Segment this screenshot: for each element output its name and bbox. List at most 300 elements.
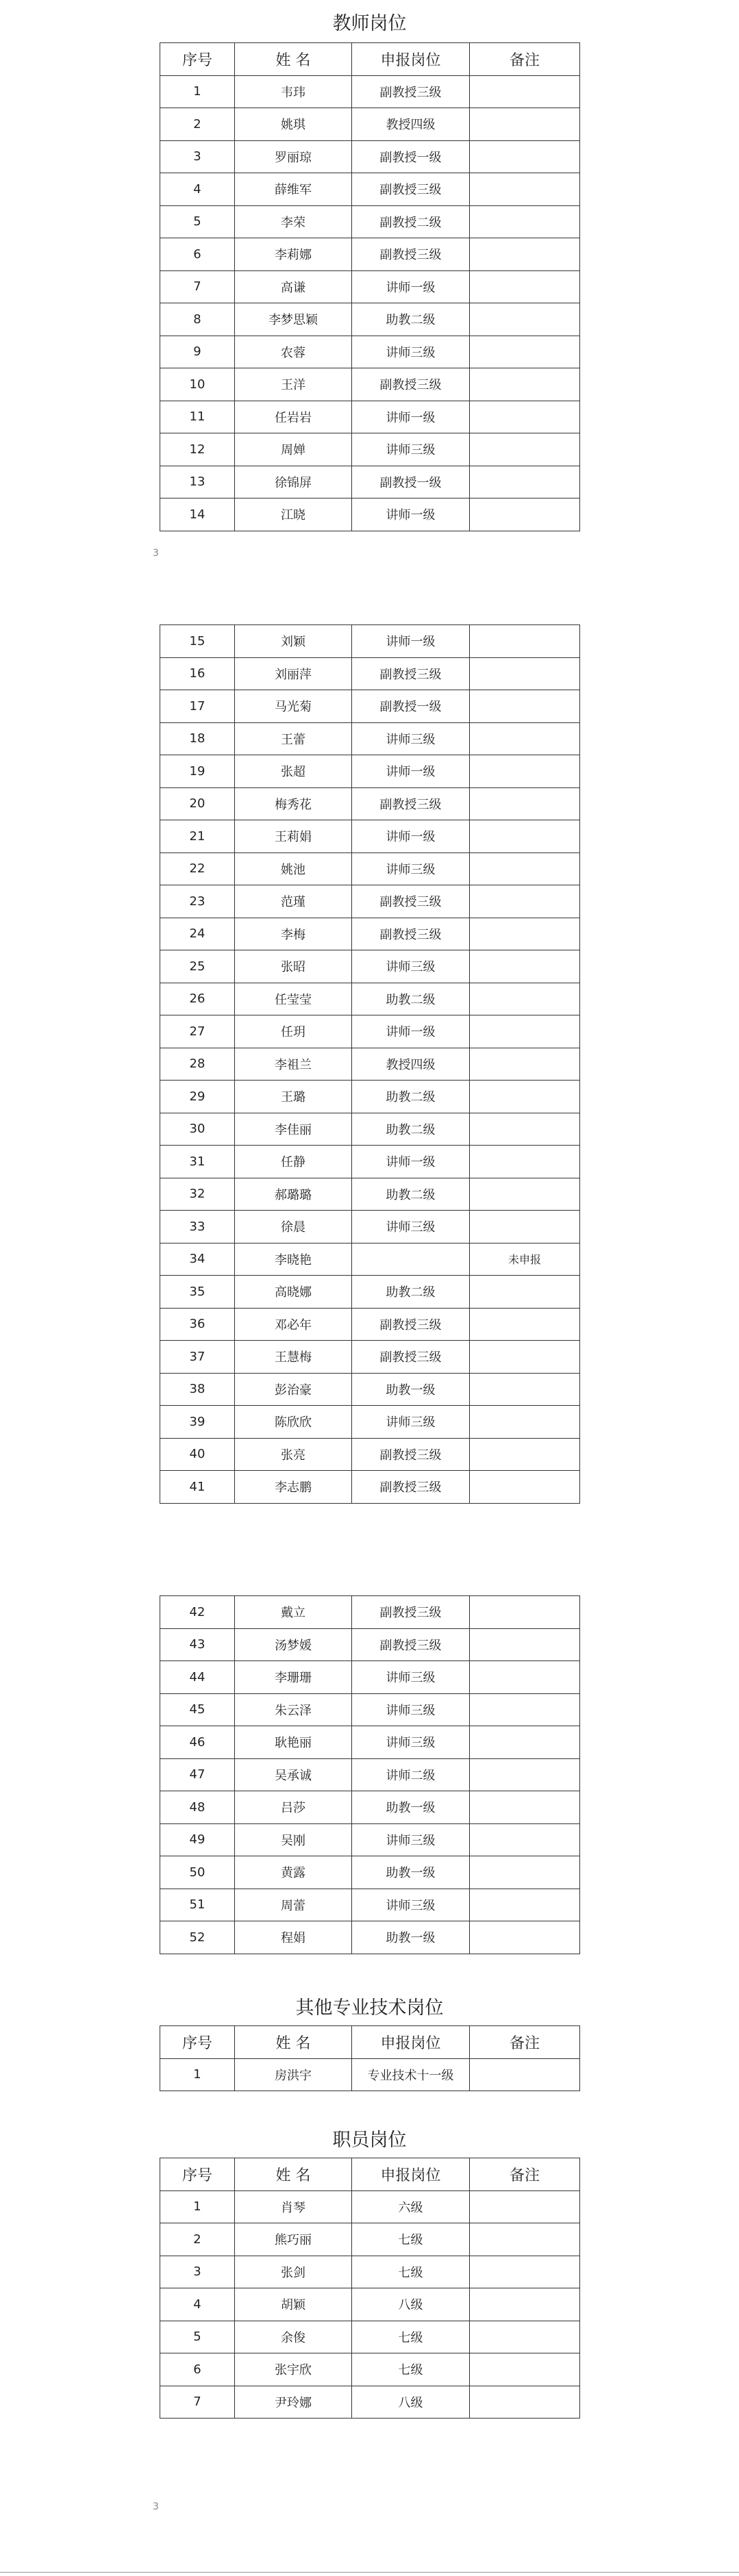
- cell-name: 房洪宇: [235, 2058, 352, 2091]
- table-row: [160, 1048, 580, 1081]
- table-row: [160, 657, 580, 690]
- cell-name: 肖琴: [235, 2190, 352, 2223]
- cell-note: [470, 787, 580, 820]
- cell-name: 李佳丽: [235, 1113, 352, 1146]
- cell-index: 7: [160, 270, 235, 303]
- cell-position: 副教授三级: [352, 1471, 470, 1504]
- cell-index: 6: [160, 238, 235, 271]
- cell-name: 姚琪: [235, 108, 352, 141]
- cell-note: [470, 1823, 580, 1856]
- table-row: [160, 1823, 580, 1856]
- cell-position: 讲师三级: [352, 1726, 470, 1759]
- cell-name: 李祖兰: [235, 1048, 352, 1081]
- header-position: 申报岗位: [352, 2158, 470, 2191]
- cell-index: 52: [160, 1921, 235, 1954]
- cell-note: [470, 1015, 580, 1048]
- cell-name: 周婵: [235, 433, 352, 466]
- cell-note: [470, 820, 580, 853]
- cell-position: 讲师三级: [352, 853, 470, 885]
- cell-index: 44: [160, 1661, 235, 1694]
- cell-position: 助教二级: [352, 1276, 470, 1309]
- table-row: [160, 1211, 580, 1243]
- cell-note: [470, 1211, 580, 1243]
- page-number: 3: [153, 2501, 159, 2512]
- table-row: [160, 885, 580, 918]
- cell-index: 5: [160, 2321, 235, 2353]
- table-row: [160, 1471, 580, 1504]
- cell-index: 41: [160, 1471, 235, 1504]
- cell-note: [470, 205, 580, 238]
- cell-note: [470, 2386, 580, 2419]
- table-row: [160, 820, 580, 853]
- table-row: [160, 498, 580, 531]
- cell-position: 副教授三级: [352, 1596, 470, 1629]
- header-name: 姓 名: [235, 2026, 352, 2059]
- cell-note: [470, 983, 580, 1015]
- cell-index: 50: [160, 1856, 235, 1889]
- cell-note: [470, 238, 580, 271]
- cell-name: 戴立: [235, 1596, 352, 1629]
- cell-name: 郝璐璐: [235, 1178, 352, 1211]
- cell-position: 八级: [352, 2288, 470, 2321]
- cell-index: 38: [160, 1373, 235, 1406]
- cell-position: 讲师一级: [352, 498, 470, 531]
- cell-index: 29: [160, 1081, 235, 1113]
- table-row: [160, 1596, 580, 1629]
- table-header-row: [160, 2158, 580, 2191]
- cell-index: 12: [160, 433, 235, 466]
- cell-name: 王莉娟: [235, 820, 352, 853]
- staff-section-title: 职员岗位: [332, 2130, 407, 2151]
- cell-index: 23: [160, 885, 235, 918]
- table-row: [160, 1726, 580, 1759]
- cell-note: [470, 303, 580, 336]
- cell-position: 讲师三级: [352, 950, 470, 983]
- header-name: 姓 名: [235, 43, 352, 76]
- cell-note: [470, 1693, 580, 1726]
- cell-note: [470, 1726, 580, 1759]
- cell-name: 耿艳丽: [235, 1726, 352, 1759]
- cell-index: 24: [160, 918, 235, 950]
- table-row: [160, 1791, 580, 1824]
- cell-name: 张超: [235, 755, 352, 788]
- cell-note: [470, 2353, 580, 2386]
- table-row: [160, 1889, 580, 1921]
- cell-note: [470, 498, 580, 531]
- cell-name: 刘丽萍: [235, 657, 352, 690]
- cell-position: 副教授三级: [352, 1628, 470, 1661]
- cell-index: 33: [160, 1211, 235, 1243]
- cell-note: [470, 1471, 580, 1504]
- cell-note: [470, 625, 580, 658]
- table-row: [160, 1921, 580, 1954]
- cell-name: 黄露: [235, 1856, 352, 1889]
- cell-position: 七级: [352, 2321, 470, 2353]
- cell-position: 助教二级: [352, 983, 470, 1015]
- cell-note: [470, 1113, 580, 1146]
- cell-index: 51: [160, 1889, 235, 1921]
- table-row: [160, 238, 580, 271]
- header-position: 申报岗位: [352, 43, 470, 76]
- cell-name: 徐晨: [235, 1211, 352, 1243]
- table-row: [160, 205, 580, 238]
- cell-position: 助教一级: [352, 1373, 470, 1406]
- cell-position: 讲师一级: [352, 1146, 470, 1178]
- cell-note: [470, 1661, 580, 1694]
- table-row: [160, 1856, 580, 1889]
- cell-note: [470, 433, 580, 466]
- cell-position: 副教授三级: [352, 657, 470, 690]
- cell-index: 5: [160, 205, 235, 238]
- cell-index: 17: [160, 690, 235, 723]
- cell-index: 30: [160, 1113, 235, 1146]
- table-row: [160, 2190, 580, 2223]
- cell-position: 讲师三级: [352, 1889, 470, 1921]
- teacher-table-part-1: [160, 42, 580, 531]
- other-section-title: 其他专业技术岗位: [295, 1997, 444, 2019]
- cell-name: 周蕾: [235, 1889, 352, 1921]
- cell-position: 七级: [352, 2256, 470, 2288]
- cell-position: 讲师二级: [352, 1758, 470, 1791]
- cell-note: [470, 368, 580, 401]
- cell-position: 八级: [352, 2386, 470, 2419]
- cell-name: 姚池: [235, 853, 352, 885]
- cell-position: 讲师三级: [352, 1211, 470, 1243]
- table-row: [160, 1693, 580, 1726]
- table-row: [160, 625, 580, 658]
- cell-index: 19: [160, 755, 235, 788]
- header-note: 备注: [470, 2026, 580, 2059]
- cell-note: [470, 1889, 580, 1921]
- cell-note: [470, 657, 580, 690]
- header-note: 备注: [470, 43, 580, 76]
- cell-index: 22: [160, 853, 235, 885]
- cell-note: [470, 1921, 580, 1954]
- table-row: [160, 1015, 580, 1048]
- cell-note: [470, 401, 580, 433]
- cell-note: [470, 918, 580, 950]
- cell-position: 副教授一级: [352, 690, 470, 723]
- table-row: [160, 983, 580, 1015]
- cell-position: 讲师三级: [352, 722, 470, 755]
- table-row: [160, 1308, 580, 1341]
- cell-position: 助教二级: [352, 1081, 470, 1113]
- cell-name: 余俊: [235, 2321, 352, 2353]
- cell-note: 未申报: [470, 1243, 580, 1276]
- cell-position: 副教授二级: [352, 205, 470, 238]
- cell-index: 3: [160, 140, 235, 173]
- cell-index: 47: [160, 1758, 235, 1791]
- cell-index: 40: [160, 1438, 235, 1471]
- cell-position: 副教授三级: [352, 885, 470, 918]
- cell-note: [470, 108, 580, 141]
- cell-note: [470, 2190, 580, 2223]
- cell-note: [470, 1628, 580, 1661]
- cell-position: 副教授三级: [352, 75, 470, 108]
- cell-name: 张亮: [235, 1438, 352, 1471]
- cell-name: 张昭: [235, 950, 352, 983]
- cell-index: 45: [160, 1693, 235, 1726]
- cell-name: 徐锦屏: [235, 466, 352, 498]
- teacher-table-part-2: [160, 624, 580, 1504]
- cell-name: 彭治豪: [235, 1373, 352, 1406]
- table-row: [160, 2288, 580, 2321]
- cell-name: 任玥: [235, 1015, 352, 1048]
- cell-note: [470, 2321, 580, 2353]
- cell-name: 吴承诚: [235, 1758, 352, 1791]
- table-row: [160, 433, 580, 466]
- cell-index: 16: [160, 657, 235, 690]
- cell-name: 王洋: [235, 368, 352, 401]
- header-index: 序号: [160, 2158, 235, 2191]
- cell-position: 副教授三级: [352, 1341, 470, 1374]
- cell-name: 陈欣欣: [235, 1406, 352, 1439]
- table-row: [160, 2353, 580, 2386]
- cell-name: 李梦思颖: [235, 303, 352, 336]
- cell-index: 46: [160, 1726, 235, 1759]
- cell-position: 副教授三级: [352, 787, 470, 820]
- cell-index: 14: [160, 498, 235, 531]
- cell-position: 副教授三级: [352, 1438, 470, 1471]
- table-row: [160, 1438, 580, 1471]
- cell-name: 梅秀花: [235, 787, 352, 820]
- cell-note: [470, 853, 580, 885]
- table-row: [160, 2321, 580, 2353]
- cell-name: 李莉娜: [235, 238, 352, 271]
- cell-name: 李珊珊: [235, 1661, 352, 1694]
- table-row: [160, 2256, 580, 2288]
- cell-note: [470, 140, 580, 173]
- cell-name: 任岩岩: [235, 401, 352, 433]
- table-row: [160, 303, 580, 336]
- cell-note: [470, 1596, 580, 1629]
- cell-index: 37: [160, 1341, 235, 1374]
- table-row: [160, 108, 580, 141]
- header-index: 序号: [160, 2026, 235, 2059]
- cell-index: 6: [160, 2353, 235, 2386]
- cell-position: [352, 1243, 470, 1276]
- cell-name: 王蕾: [235, 722, 352, 755]
- cell-position: 七级: [352, 2353, 470, 2386]
- cell-index: 1: [160, 2190, 235, 2223]
- cell-index: 2: [160, 108, 235, 141]
- cell-position: 讲师三级: [352, 336, 470, 368]
- table-row: [160, 368, 580, 401]
- cell-note: [470, 1791, 580, 1824]
- cell-position: 六级: [352, 2190, 470, 2223]
- cell-position: 助教二级: [352, 1113, 470, 1146]
- cell-index: 27: [160, 1015, 235, 1048]
- table-row: [160, 2223, 580, 2256]
- cell-name: 任莹莹: [235, 983, 352, 1015]
- cell-position: 助教二级: [352, 1178, 470, 1211]
- cell-name: 马光菊: [235, 690, 352, 723]
- cell-name: 江晓: [235, 498, 352, 531]
- cell-position: 讲师三级: [352, 1823, 470, 1856]
- cell-note: [470, 173, 580, 206]
- cell-name: 韦玮: [235, 75, 352, 108]
- table-row: [160, 270, 580, 303]
- header-name: 姓 名: [235, 2158, 352, 2191]
- cell-index: 35: [160, 1276, 235, 1309]
- cell-index: 25: [160, 950, 235, 983]
- cell-note: [470, 1758, 580, 1791]
- cell-index: 1: [160, 75, 235, 108]
- table-row: [160, 173, 580, 206]
- cell-index: 10: [160, 368, 235, 401]
- cell-position: 讲师一级: [352, 1015, 470, 1048]
- cell-index: 2: [160, 2223, 235, 2256]
- table-row: [160, 140, 580, 173]
- table-row: [160, 1113, 580, 1146]
- cell-name: 薛维军: [235, 173, 352, 206]
- cell-index: 3: [160, 2256, 235, 2288]
- cell-index: 15: [160, 625, 235, 658]
- cell-position: 专业技术十一级: [352, 2058, 470, 2091]
- table-row: [160, 1628, 580, 1661]
- cell-note: [470, 950, 580, 983]
- cell-index: 28: [160, 1048, 235, 1081]
- cell-position: 讲师一级: [352, 270, 470, 303]
- cell-position: 助教一级: [352, 1921, 470, 1954]
- cell-position: 副教授三级: [352, 1308, 470, 1341]
- teacher-section-title: 教师岗位: [332, 13, 407, 34]
- cell-index: 36: [160, 1308, 235, 1341]
- cell-note: [470, 75, 580, 108]
- cell-position: 副教授一级: [352, 466, 470, 498]
- table-header-row: [160, 43, 580, 76]
- cell-index: 49: [160, 1823, 235, 1856]
- cell-index: 4: [160, 173, 235, 206]
- cell-name: 李荣: [235, 205, 352, 238]
- table-row: [160, 336, 580, 368]
- cell-note: [470, 1048, 580, 1081]
- cell-note: [470, 466, 580, 498]
- staff-table: [160, 2158, 580, 2419]
- cell-name: 尹玲娜: [235, 2386, 352, 2419]
- cell-name: 吕莎: [235, 1791, 352, 1824]
- cell-index: 32: [160, 1178, 235, 1211]
- table-row: [160, 853, 580, 885]
- cell-position: 副教授三级: [352, 173, 470, 206]
- table-row: [160, 1243, 580, 1276]
- cell-name: 朱云泽: [235, 1693, 352, 1726]
- table-row: [160, 1758, 580, 1791]
- cell-name: 熊巧丽: [235, 2223, 352, 2256]
- cell-note: [470, 1178, 580, 1211]
- cell-position: 讲师一级: [352, 820, 470, 853]
- header-index: 序号: [160, 43, 235, 76]
- cell-position: 助教二级: [352, 303, 470, 336]
- table-row: [160, 2058, 580, 2091]
- table-row: [160, 1373, 580, 1406]
- cell-index: 13: [160, 466, 235, 498]
- cell-position: 讲师一级: [352, 625, 470, 658]
- cell-name: 罗丽琼: [235, 140, 352, 173]
- cell-index: 1: [160, 2058, 235, 2091]
- cell-name: 任静: [235, 1146, 352, 1178]
- cell-position: 讲师一级: [352, 401, 470, 433]
- cell-name: 张剑: [235, 2256, 352, 2288]
- table-row: [160, 787, 580, 820]
- cell-note: [470, 336, 580, 368]
- cell-position: 副教授三级: [352, 238, 470, 271]
- cell-note: [470, 1081, 580, 1113]
- table-row: [160, 466, 580, 498]
- cell-name: 高晓娜: [235, 1276, 352, 1309]
- table-row: [160, 1276, 580, 1309]
- cell-note: [470, 722, 580, 755]
- cell-index: 26: [160, 983, 235, 1015]
- cell-note: [470, 1341, 580, 1374]
- cell-index: 7: [160, 2386, 235, 2419]
- table-row: [160, 722, 580, 755]
- cell-index: 9: [160, 336, 235, 368]
- table-row: [160, 690, 580, 723]
- table-row: [160, 75, 580, 108]
- cell-index: 43: [160, 1628, 235, 1661]
- cell-note: [470, 2288, 580, 2321]
- cell-index: 8: [160, 303, 235, 336]
- table-row: [160, 918, 580, 950]
- page-number: 3: [153, 548, 159, 559]
- cell-name: 范瑾: [235, 885, 352, 918]
- table-header-row: [160, 2026, 580, 2059]
- cell-position: 教授四级: [352, 108, 470, 141]
- cell-position: 讲师三级: [352, 1406, 470, 1439]
- table-row: [160, 950, 580, 983]
- cell-name: 胡颖: [235, 2288, 352, 2321]
- cell-note: [470, 2223, 580, 2256]
- cell-name: 王慧梅: [235, 1341, 352, 1374]
- cell-position: 助教一级: [352, 1791, 470, 1824]
- cell-index: 39: [160, 1406, 235, 1439]
- cell-name: 程娟: [235, 1921, 352, 1954]
- cell-note: [470, 1856, 580, 1889]
- cell-index: 11: [160, 401, 235, 433]
- cell-position: 讲师三级: [352, 1661, 470, 1694]
- cell-name: 李志鹏: [235, 1471, 352, 1504]
- cell-position: 副教授一级: [352, 140, 470, 173]
- cell-note: [470, 1308, 580, 1341]
- cell-position: 助教一级: [352, 1856, 470, 1889]
- cell-position: 七级: [352, 2223, 470, 2256]
- table-row: [160, 1146, 580, 1178]
- cell-name: 刘颖: [235, 625, 352, 658]
- cell-index: 48: [160, 1791, 235, 1824]
- page-divider: [0, 2572, 739, 2573]
- cell-position: 讲师三级: [352, 1693, 470, 1726]
- cell-index: 18: [160, 722, 235, 755]
- cell-note: [470, 1276, 580, 1309]
- table-row: [160, 1081, 580, 1113]
- table-row: [160, 401, 580, 433]
- cell-note: [470, 2256, 580, 2288]
- cell-name: 李晓艳: [235, 1243, 352, 1276]
- cell-index: 4: [160, 2288, 235, 2321]
- table-row: [160, 2386, 580, 2419]
- cell-note: [470, 2058, 580, 2091]
- cell-position: 教授四级: [352, 1048, 470, 1081]
- cell-note: [470, 1373, 580, 1406]
- cell-index: 20: [160, 787, 235, 820]
- cell-name: 农蓉: [235, 336, 352, 368]
- cell-note: [470, 1438, 580, 1471]
- cell-index: 21: [160, 820, 235, 853]
- cell-index: 42: [160, 1596, 235, 1629]
- cell-position: 讲师三级: [352, 433, 470, 466]
- cell-name: 王璐: [235, 1081, 352, 1113]
